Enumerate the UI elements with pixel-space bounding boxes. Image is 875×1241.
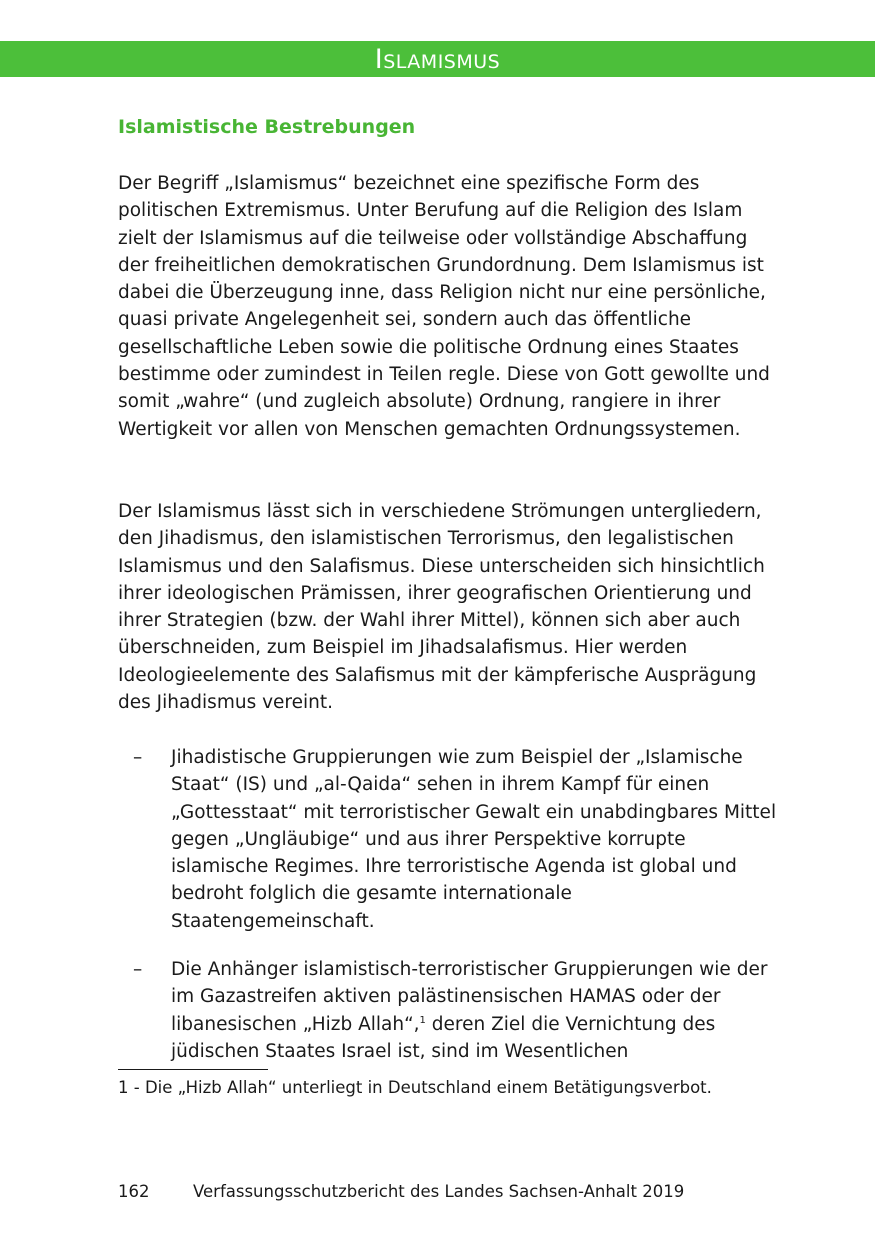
section-heading: Islamistische Bestrebungen — [118, 116, 416, 138]
list-dash: – — [133, 959, 143, 980]
footer-text: Verfassungsschutzbericht des Landes Sachsen-Anhalt 2019 — [193, 1182, 685, 1201]
list-item-text: Jihadistische Gruppierungen wie zum Beispiel der „Islamische Staat“ (IS) und „al-Qaida“ sehen in ihrem Kampf für einen „Gottesstaat“ mit terroristischer Gewalt ein unabdingbares Mittel gegen „Ungläubige“ und aus ihrer Perspektive korrupte islamische Regimes. Ihre terroristische Agenda ist global und bedroht folglich die gesamte internationale Staatengemeinschaft. — [171, 747, 777, 932]
list-item-text-before: Die Anhänger islamistisch-terroristischer Gruppierungen wie der im Gazastreifen aktiven palästinensischen HAMAS oder der libanesischen „Hizb Allah“, — [171, 959, 768, 1035]
list-item-text-after: deren Ziel die Vernichtung des jüdischen Staates Israel ist, sind im Wesentlichen — [171, 1013, 716, 1062]
list-dash: – — [133, 747, 143, 768]
footnote-divider — [118, 1069, 268, 1070]
page-number: 162 — [118, 1182, 150, 1201]
footnote: 1 - Die „Hizb Allah“ unterliegt in Deutschland einem Betätigungsverbot. — [118, 1078, 712, 1097]
page-title: Islamismus — [374, 44, 501, 75]
paragraph-2: Der Islamismus lässt sich in verschiedene Strömungen untergliedern, den Jihadismus, den islamistischen Terrorismus, den legalistischen Islamismus und den Salafismus. Diese unterscheiden sich hinsichtlich ihrer ideologischen Prämissen, ihrer geografischen Orientierung und ihrer Strategien (bzw. der Wahl ihrer Mittel), können sich aber auch überschneiden, zum Beispiel im Jihadsalafismus. Hier werden Ideologieelemente des Salafismus mit der kämpferische Ausprägung des Jihadismus vereint. — [118, 501, 765, 714]
list-item — [133, 956, 778, 1065]
paragraph-1: Der Begriff „Islamismus“ bezeichnet eine spezifische Form des politischen Extremismus. Unter Berufung auf die Religion des Islam zielt der Islamismus auf die teilweise oder vollständige Abschaffung der freiheitlichen demokratischen Grundordnung. Dem Islamismus ist dabei die Überzeugung inne, dass Religion nicht nur eine persönliche, quasi private Angelegenheit sei, sondern auch das öffentliche gesellschaftliche Leben sowie die politische Ordnung eines Staates bestimme oder zumindest in Teilen regle. Diese von Gott gewollte und somit „wahre“ (und zugleich absolute) Ordnung, rangiere in ihrer Wertigkeit vor allen von Menschen gemachten Ordnungssystemen. — [118, 173, 770, 440]
list-item-text — [171, 956, 778, 1065]
footnote-reference: 1 — [419, 1014, 426, 1026]
list-item — [133, 744, 778, 935]
